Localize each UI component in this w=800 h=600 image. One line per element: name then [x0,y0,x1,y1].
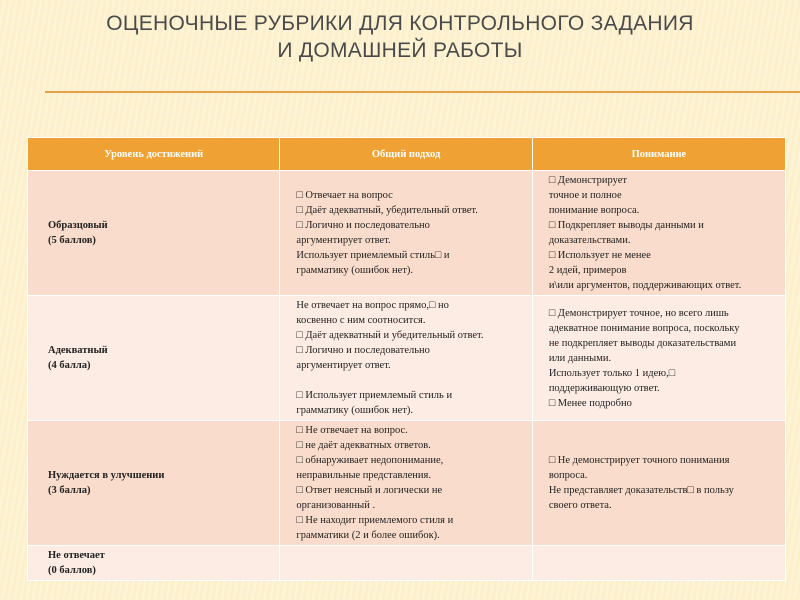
cell-line: организованный . [296,500,376,511]
cell-level [28,546,280,581]
cell-line: неправильные представления. [296,470,431,481]
cell-line: Адекватный [48,345,108,356]
cell-line: Нуждается в улучшении [48,470,165,481]
table-row [28,546,786,581]
cell-understanding [532,546,785,581]
cell-line: или данными. [548,352,612,364]
cell-level [28,296,280,421]
cell-line: (3 балла) [48,485,91,496]
cell-line: Использует только 1 идею,□ [548,367,676,379]
cell-understanding [532,171,785,296]
cell-level [28,421,280,546]
cell-line: грамматику (ошибок нет). [296,265,414,276]
rubric-table [27,137,786,581]
cell-line: Не представляет доказательств□ в пользу [548,485,734,496]
cell-line: косвенно с ним соотносится. [296,315,426,326]
cell-approach [280,421,532,546]
cell-line: вопроса. [548,470,588,481]
cell-line: □ Менее подробно [548,397,632,409]
header-level: Уровень достижений [28,138,280,171]
cell-line: Не отвечает [48,550,105,561]
cell-line: грамматику (ошибок нет). [296,405,414,416]
cell-line: □ Отвечает на вопрос [296,190,393,201]
table-header-row [28,138,786,171]
title-line-2: И ДОМАШНЕЙ РАБОТЫ [277,39,523,62]
cell-line: □ Подкрепляет выводы данными и [548,220,704,231]
cell-line: □ Даёт адекватный и убедительный ответ. [296,330,484,341]
cell-line: адекватное понимание вопроса, поскольку [548,322,740,334]
cell-approach [280,296,532,421]
cell-line: □ обнаруживает недопонимание, [296,455,444,466]
cell-line: □ Использует приемлемый стиль и [296,390,453,401]
cell-understanding [532,421,785,546]
title-divider [45,91,800,93]
cell-approach [280,171,532,296]
cell-line: □ Не находит приемлемого стиля и [296,515,454,526]
cell-line: □ не даёт адекватных ответов. [296,440,431,451]
cell-line: (5 баллов) [48,235,96,246]
table-row [28,296,786,421]
cell-line: поддерживающую ответ. [548,382,660,394]
cell-line: □ Логично и последовательно [296,345,430,356]
cell-line: своего ответа. [548,500,612,511]
cell-line: (0 баллов) [48,565,96,576]
cell-level [28,171,280,296]
cell-line: □ Не отвечает на вопрос. [296,425,408,436]
cell-line: □ Демонстрирует [548,175,627,186]
title-line-1: ОЦЕНОЧНЫЕ РУБРИКИ ДЛЯ КОНТРОЛЬНОГО ЗАДАНИЯ [106,12,694,35]
cell-line: □ Даёт адекватный, убедительный ответ. [296,205,478,216]
cell-line: Использует приемлемый стиль□ и [296,250,450,261]
cell-line: □ Использует не менее [548,250,651,261]
cell-line [296,373,515,388]
cell-line: □ Ответ неясный и логически не [296,485,443,496]
table-row [28,171,786,296]
cell-line: не подкрепляет выводы доказательствами [548,337,737,349]
table-row [28,421,786,546]
cell-line: (4 балла) [48,360,91,371]
header-approach: Общий подход [280,138,532,171]
cell-line: аргументирует ответ. [296,360,391,371]
cell-line: и\или аргументов, поддерживающих ответ. [548,280,742,291]
cell-line: Образцовый [48,220,108,231]
cell-approach [280,546,532,581]
cell-line: 2 идей, примеров [548,265,627,276]
cell-line: Не отвечает на вопрос прямо,□ но [296,300,449,311]
cell-line: □ Демонстрирует точное, но всего лишь [548,307,729,319]
cell-understanding [532,296,785,421]
cell-line: □ Логично и последовательно [296,220,430,231]
cell-line: понимание вопроса. [548,205,640,216]
cell-line: точное и полное [548,190,622,201]
cell-line: □ Не демонстрирует точного понимания [548,455,730,466]
cell-line: доказательствами. [548,235,631,246]
slide-title [0,10,800,64]
header-understanding: Понимание [532,138,785,171]
cell-line: аргументирует ответ. [296,235,391,246]
cell-line: грамматики (2 и более ошибок). [296,530,440,541]
